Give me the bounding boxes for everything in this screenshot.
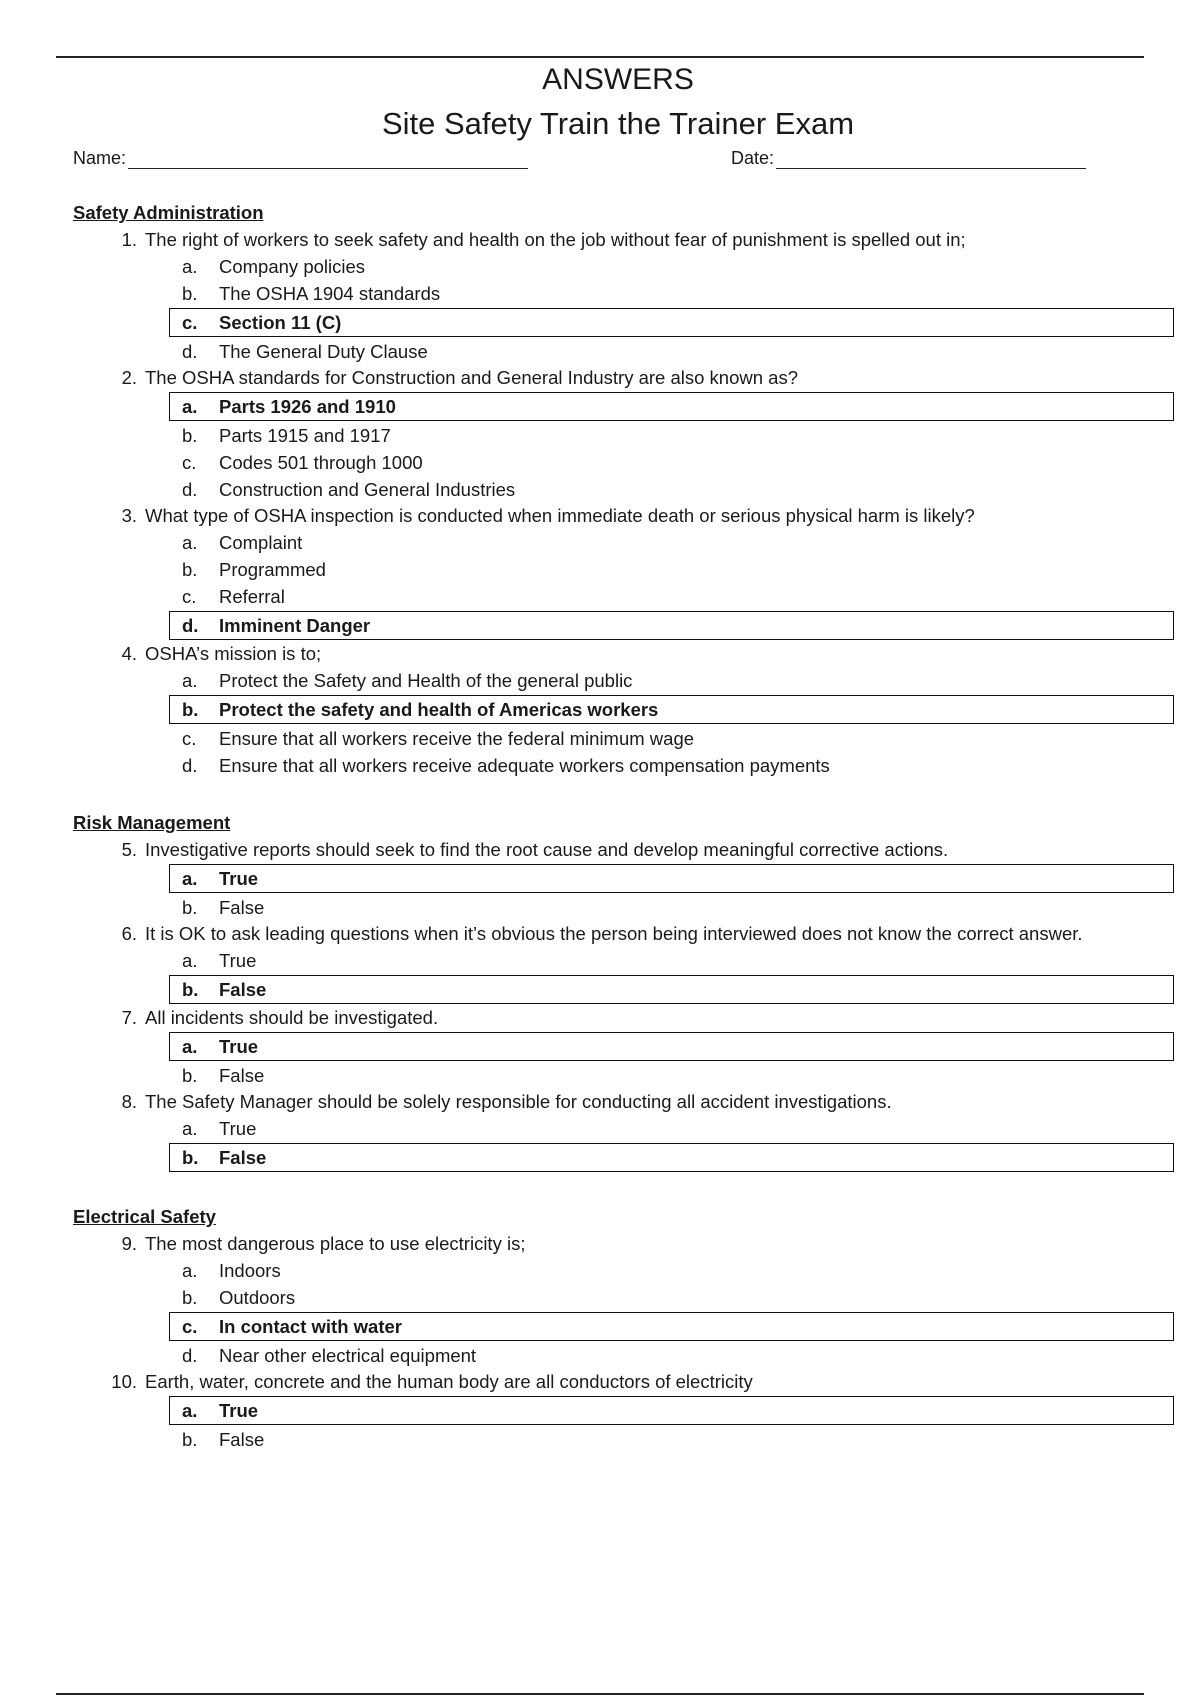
answer-option <box>73 1257 1173 1284</box>
option-text: Ensure that all workers receive adequate workers compensation payments <box>219 755 830 776</box>
option-letter: a. <box>182 1400 198 1421</box>
option-text: Complaint <box>219 532 303 553</box>
name-date-row <box>73 148 1093 174</box>
question <box>73 837 1173 863</box>
option-text: Protect the safety and health of Americas workers <box>219 699 659 720</box>
option-letter: a. <box>182 950 198 971</box>
section <box>73 1203 1173 1453</box>
option-text: False <box>219 1429 265 1450</box>
answer-option <box>73 752 1173 779</box>
answer-option <box>73 253 1173 280</box>
section <box>73 199 1173 779</box>
answer-option-correct <box>73 1311 1173 1342</box>
option-letter: a. <box>182 1260 198 1281</box>
question-number: 6. <box>121 923 137 944</box>
option-text: The General Duty Clause <box>219 341 428 362</box>
option-letter: a. <box>182 1118 198 1139</box>
question <box>73 1369 1173 1395</box>
correct-answer-box <box>169 611 1174 640</box>
question-number: 8. <box>121 1091 137 1112</box>
answers-title: ANSWERS <box>542 63 694 96</box>
correct-answer-box <box>169 864 1174 893</box>
question-number: 10. <box>111 1371 137 1392</box>
correct-answer-box <box>169 1143 1174 1172</box>
section-title: Electrical Safety <box>73 1206 216 1227</box>
option-text: Indoors <box>219 1260 281 1281</box>
answer-option-correct <box>73 391 1173 422</box>
option-letter: b. <box>182 979 199 1000</box>
option-text: Imminent Danger <box>219 615 371 636</box>
option-text: False <box>219 1147 267 1168</box>
option-text: True <box>219 1036 259 1057</box>
option-text: Parts 1915 and 1917 <box>219 425 391 446</box>
correct-answer-box <box>169 1312 1174 1341</box>
question <box>73 1005 1173 1031</box>
question <box>73 503 1173 529</box>
option-text: Section 11 (C) <box>219 312 342 333</box>
section-gap <box>73 1173 1173 1203</box>
option-letter: b. <box>182 897 198 918</box>
question-number: 4. <box>121 643 137 664</box>
option-text: Referral <box>219 586 285 607</box>
question-text: Investigative reports should seek to find the root cause and develop meaningful corrective actions. <box>145 839 949 860</box>
correct-answer-box <box>169 695 1174 724</box>
answer-option <box>73 1284 1173 1311</box>
bottom-rule <box>56 1693 1144 1695</box>
option-text: True <box>219 950 257 971</box>
option-letter: b. <box>182 559 198 580</box>
section <box>73 809 1173 1173</box>
name-blank-line <box>128 148 528 169</box>
option-text: Ensure that all workers receive the federal minimum wage <box>219 728 695 749</box>
correct-answer-box <box>169 1396 1174 1425</box>
option-text: True <box>219 1400 259 1421</box>
option-letter: d. <box>182 615 199 636</box>
option-text: Company policies <box>219 256 366 277</box>
exam-title: Site Safety Train the Trainer Exam <box>381 106 855 141</box>
section-title: Safety Administration <box>73 202 264 223</box>
correct-answer-box <box>169 392 1174 421</box>
question-number: 5. <box>121 839 137 860</box>
name-label: Name: <box>73 148 127 168</box>
question-number: 9. <box>121 1233 137 1254</box>
answer-option <box>73 1115 1173 1142</box>
question-number: 2. <box>121 367 137 388</box>
option-letter: c. <box>182 1316 198 1337</box>
answer-option <box>73 476 1173 503</box>
option-text: The OSHA 1904 standards <box>219 283 441 304</box>
question-text: All incidents should be investigated. <box>145 1007 439 1028</box>
question-text: The OSHA standards for Construction and General Industry are also known as? <box>145 367 798 388</box>
answer-option <box>73 1426 1173 1453</box>
question <box>73 1089 1173 1115</box>
correct-answer-box <box>169 975 1174 1004</box>
answer-option <box>73 338 1173 365</box>
option-text: Codes 501 through 1000 <box>219 452 423 473</box>
answer-option <box>73 725 1173 752</box>
answer-option-correct <box>73 694 1173 725</box>
option-letter: c. <box>182 312 198 333</box>
option-letter: a. <box>182 532 198 553</box>
option-text: Programmed <box>219 559 326 580</box>
option-letter: a. <box>182 868 198 889</box>
date-field <box>731 148 1086 169</box>
answer-option <box>73 1342 1173 1369</box>
section-title: Risk Management <box>73 812 231 833</box>
option-letter: d. <box>182 1345 198 1366</box>
option-text: Parts 1926 and 1910 <box>219 396 396 417</box>
answer-option-correct <box>73 1142 1173 1173</box>
answer-option <box>73 556 1173 583</box>
question <box>73 1231 1173 1257</box>
page-header <box>0 58 1200 146</box>
answer-option <box>73 280 1173 307</box>
answer-option-correct <box>73 863 1173 894</box>
question-number: 7. <box>121 1007 137 1028</box>
question <box>73 921 1173 947</box>
section-gap <box>73 779 1173 809</box>
answer-option-correct <box>73 974 1173 1005</box>
option-text: Protect the Safety and Health of the general public <box>219 670 633 691</box>
question <box>73 365 1173 391</box>
option-letter: b. <box>182 699 199 720</box>
answer-option-correct <box>73 610 1173 641</box>
answer-option <box>73 894 1173 921</box>
question-text: The right of workers to seek safety and health on the job without fear of punishment is spelled out in; <box>145 229 966 250</box>
question-text: It is OK to ask leading questions when it’s obvious the person being interviewed does not know the correct answer. <box>145 923 1083 944</box>
option-letter: c. <box>182 452 197 473</box>
name-field <box>73 148 528 169</box>
question-number: 3. <box>121 505 137 526</box>
question-text: What type of OSHA inspection is conducted when immediate death or serious physical harm is likely? <box>145 505 975 526</box>
exam-content <box>73 199 1173 1453</box>
option-text: Construction and General Industries <box>219 479 516 500</box>
answer-option <box>73 449 1173 476</box>
answer-option <box>73 1062 1173 1089</box>
question <box>73 641 1173 667</box>
option-letter: b. <box>182 1287 198 1308</box>
question <box>73 227 1173 253</box>
option-text: In contact with water <box>219 1316 402 1337</box>
option-letter: b. <box>182 1147 199 1168</box>
option-letter: a. <box>182 396 198 417</box>
option-text: False <box>219 1065 265 1086</box>
answer-option <box>73 529 1173 556</box>
answer-option <box>73 667 1173 694</box>
date-blank-line <box>776 148 1086 169</box>
option-letter: b. <box>182 1065 198 1086</box>
answer-option-correct <box>73 1031 1173 1062</box>
answer-option <box>73 583 1173 610</box>
option-letter: a. <box>182 670 198 691</box>
date-label: Date: <box>731 148 775 168</box>
option-letter: b. <box>182 1429 198 1450</box>
option-letter: b. <box>182 425 198 446</box>
answer-option-correct <box>73 1395 1173 1426</box>
option-letter: d. <box>182 341 198 362</box>
answer-option-correct <box>73 307 1173 338</box>
option-text: True <box>219 868 259 889</box>
option-text: False <box>219 979 267 1000</box>
answer-option <box>73 422 1173 449</box>
option-letter: c. <box>182 728 197 749</box>
question-text: Earth, water, concrete and the human body are all conductors of electricity <box>145 1371 753 1392</box>
answer-option <box>73 947 1173 974</box>
correct-answer-box <box>169 308 1174 337</box>
option-letter: a. <box>182 256 198 277</box>
option-text: Near other electrical equipment <box>219 1345 477 1366</box>
option-letter: d. <box>182 755 198 776</box>
option-letter: a. <box>182 1036 198 1057</box>
option-text: Outdoors <box>219 1287 296 1308</box>
option-letter: d. <box>182 479 198 500</box>
option-letter: c. <box>182 586 197 607</box>
question-number: 1. <box>121 229 137 250</box>
option-letter: b. <box>182 283 198 304</box>
option-text: False <box>219 897 265 918</box>
option-text: True <box>219 1118 257 1139</box>
question-text: OSHA’s mission is to; <box>145 643 322 664</box>
question-text: The most dangerous place to use electricity is; <box>145 1233 526 1254</box>
question-text: The Safety Manager should be solely responsible for conducting all accident investigations. <box>145 1091 892 1112</box>
correct-answer-box <box>169 1032 1174 1061</box>
